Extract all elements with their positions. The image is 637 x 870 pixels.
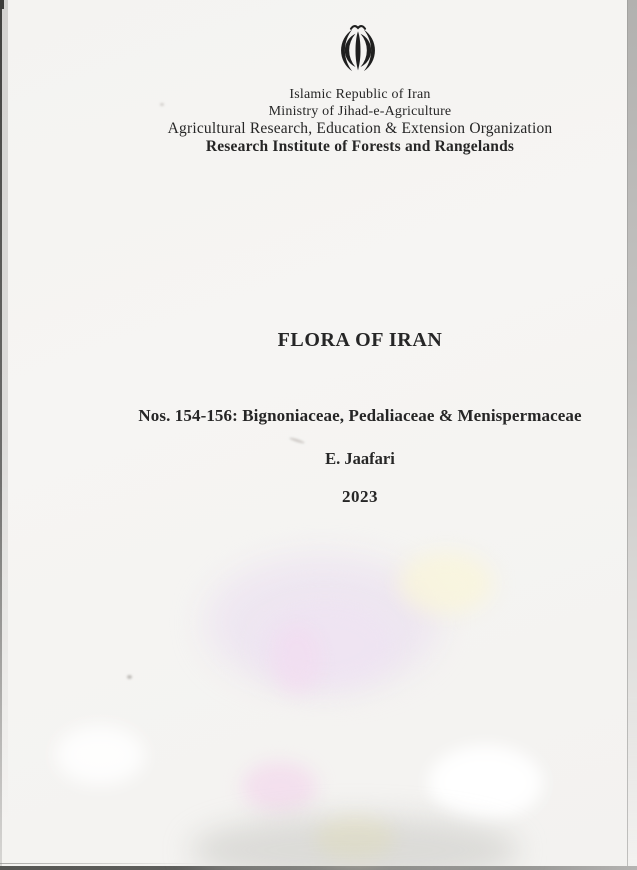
publisher-block	[83, 86, 637, 156]
publisher-organization: Agricultural Research, Education & Extension Organization	[167, 120, 553, 137]
iran-emblem-icon	[337, 23, 379, 77]
scan-corner-top-left	[0, 0, 4, 9]
author-name: E. Jaafari	[325, 449, 395, 468]
publication-year: 2023	[342, 487, 378, 506]
title-page-content	[83, 0, 637, 870]
publisher-ministry: Ministry of Jihad-e-Agriculture	[268, 104, 452, 119]
publisher-institute: Research Institute of Forests and Rangelands	[205, 138, 515, 155]
book-title: FLORA OF IRAN	[277, 329, 443, 351]
book-subtitle: Nos. 154-156: Bignoniaceae, Pedaliaceae & Menispermaceae	[138, 406, 582, 425]
scan-edge-left-light	[2, 0, 8, 870]
publisher-country: Islamic Republic of Iran	[289, 87, 431, 102]
